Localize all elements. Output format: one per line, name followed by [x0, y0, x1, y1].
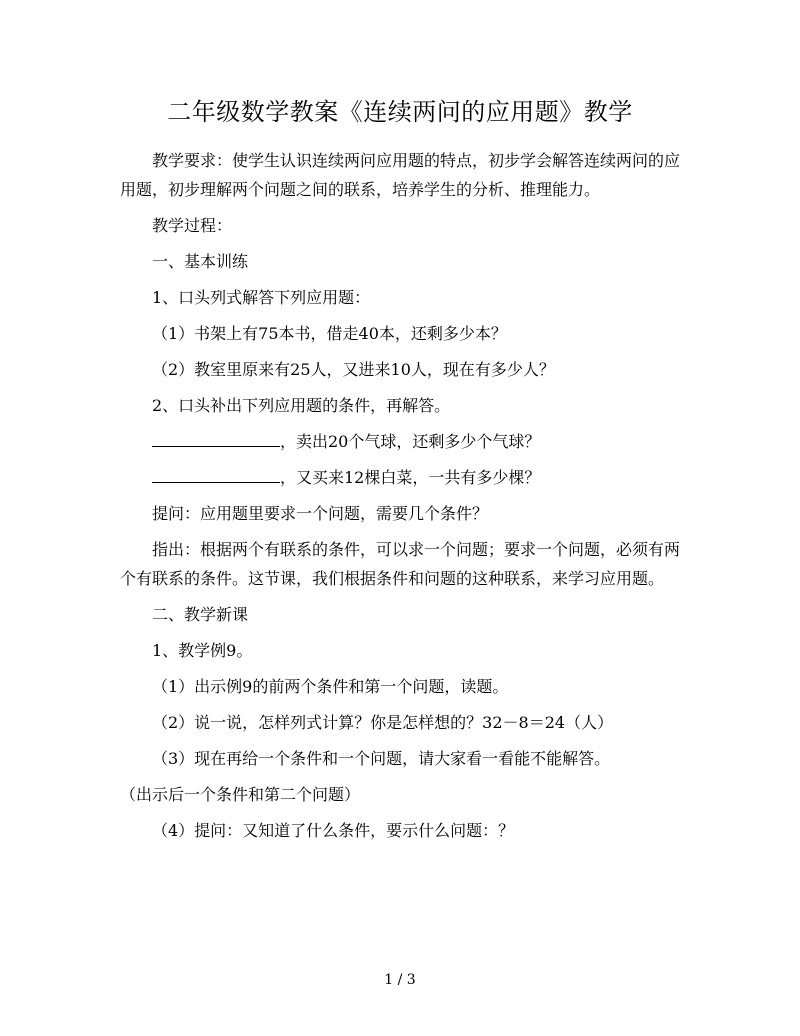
blank-question-text: ，又买来12棵白菜，一共有多少棵？: [280, 468, 541, 487]
document-title: 二年级数学教案《连续两问的应用题》教学: [167, 98, 633, 126]
paragraph-item-1-2: （2）教室里原来有25人，又进来10人，现在有多少人？: [152, 360, 555, 379]
paragraph-example-step-3-note: （出示后一个条件和第二个问题）: [120, 785, 361, 804]
blank-line: [152, 465, 280, 483]
section-heading-new-lesson: 二、教学新课: [152, 605, 249, 624]
paragraph-example-step-1: （1）出示例9的前两个条件和第一个问题，读题。: [152, 677, 509, 696]
paragraph-example-step-2: （2）说一说，怎样列式计算？你是怎样想的？32－8＝24（人）: [152, 713, 614, 732]
blank-question-text: ，卖出20个气球，还剩多少个气球？: [280, 432, 541, 451]
paragraph-item-1: 1、口头列式解答下列应用题：: [152, 288, 371, 307]
section-heading-basic-training: 一、基本训练: [152, 252, 249, 271]
page-number: 1 / 3: [384, 972, 416, 988]
paragraph-example-step-4: （4）提问：又知道了什么条件，要示什么问题：？: [152, 821, 515, 840]
paragraph-point-out: 指出：根据两个有联系的条件，可以求一个问题；要求一个问题，必须有两个有联系的条件。这节课，我们根据条件和问题的这种联系，来学习应用题。: [120, 540, 681, 588]
paragraph-example-9: 1、教学例9。: [152, 641, 253, 660]
paragraph-item-1-1: （1）书架上有75本书，借走40本，还剩多少本？: [152, 324, 507, 343]
paragraph-process-heading: 教学过程：: [152, 216, 233, 235]
paragraph-question: 提问：应用题里要求一个问题，需要几个条件？: [152, 504, 489, 523]
paragraph-blank-question-1: [120, 427, 680, 456]
paragraph-requirements: 教学要求：使学生认识连续两问应用题的特点，初步学会解答连续两问的应用题，初步理解两个问题之间的联系，培养学生的分析、推理能力。: [120, 151, 681, 199]
paragraph-blank-question-2: [120, 463, 680, 492]
document-body: [120, 146, 680, 852]
paragraph-item-2: 2、口头补出下列应用题的条件，再解答。: [152, 396, 451, 415]
paragraph-example-step-3: （3）现在再给一个条件和一个问题，请大家看一看能不能解答。: [152, 749, 611, 768]
blank-line: [152, 429, 280, 447]
